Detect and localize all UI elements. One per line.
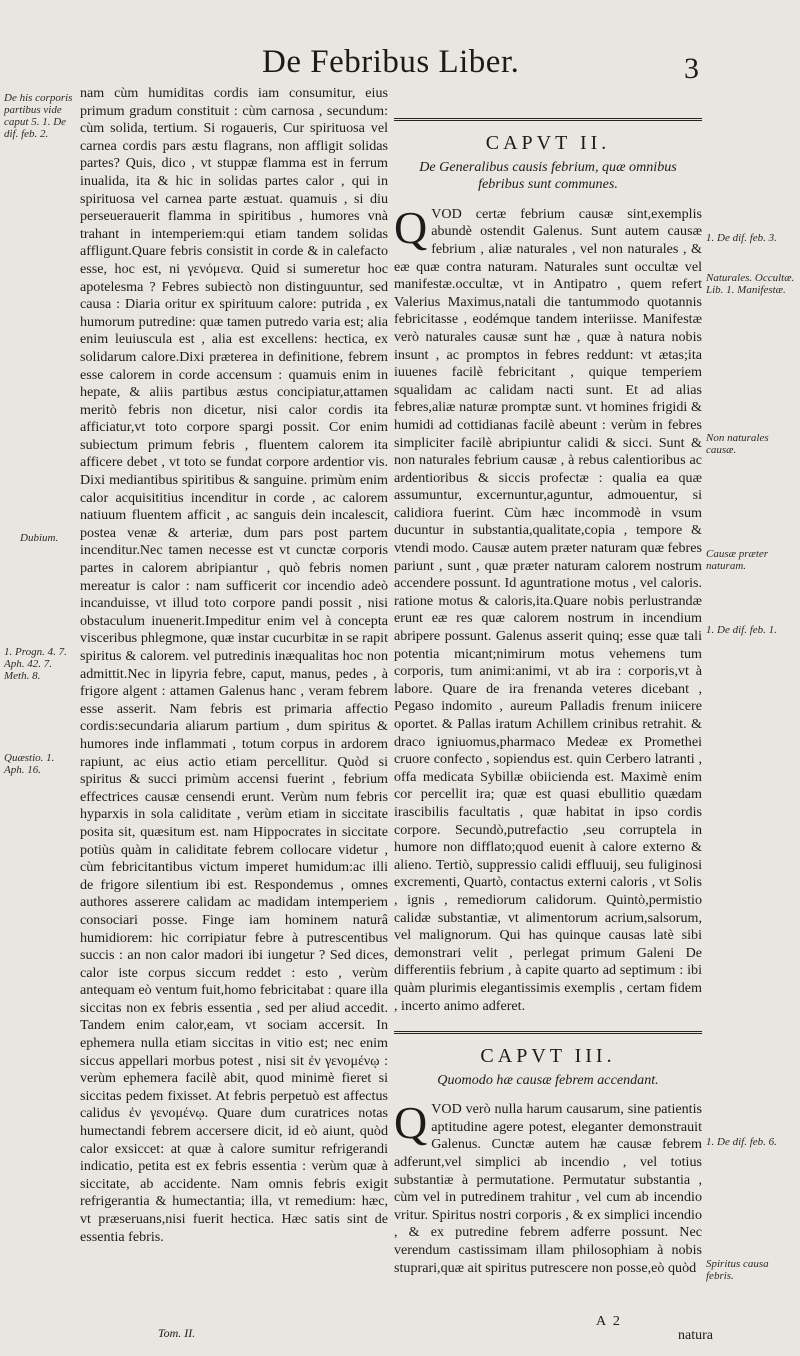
margin-note: Dubium.: [20, 532, 59, 544]
left-column: [80, 85, 388, 1246]
chapter-2-text: [394, 201, 702, 1015]
right-column: [394, 112, 702, 1277]
margin-note: 1. De dif. feb. 3.: [706, 232, 777, 244]
margin-note: Naturales. Occultæ. Lib. 1. Manifestæ.: [706, 272, 795, 296]
chapter-3-heading: CAPVT III.: [480, 1045, 616, 1068]
chapter-2-subtitle: De Generalibus causis febrium, quæ omnibus febribus sunt communes.: [419, 158, 677, 193]
left-column-text: nam cùm humiditas cordis iam consumitur, eius primum gradum constituit : cùm carnosa , secundum: cùm solida, tertium. Si rogaueris, Cur spirituosa vel carnea cordis pars æstu flagrans, non affligit solidas partes? Quis, dico , vt stuppæ flamma est in ferrum inualida, ita & hic in solidas partes calor , qui in spirituosa vel carnea parte æstuat. quamuis , si diu perseuerauerit flamma in spiritibus , humores vnà trahant in intemperiem:qui etiam tandem solidas affligunt.Quare febris consistit in corde & in calefacto esse, hoc est, ni γενόμενα. Quid si sumeretur hoc apotelesma ? Febres subiectò non distinguuntur, sed causa : Diaria oritur ex spirituum calore: putrida , ex humorum putredine: quæ tamen putredo varia est; alia enim leuiuscula est , alia est excellens: hectica, ex solidarum calore.Dixi præterea in definitione, febrem esse calorem in corde accensum : quamuis enim in hepate, & aliis partibus æstus concipiatur,attamen meritò febris non dicetur, nisi calor cordis ita afficiatur,vt toto corpore spargi possit. Cor enim subiectum primum febris , fluentem calorem ita afficere debet , vt toto se fundat corpore ardentior vis. Dixi mediantibus spiritibus & sanguine. primùm enim calor acquisititius incenditur in corde , ac calorem natiuum fluentem afficit , ac sanguis dein incalescit, postea venæ & arteriæ, dum pars post partem incenditur.Nec tamen necesse est vt cunctæ corporis partes in calorem abripiantur , quò febris nomen mereatur is calor : nam sufficerit cor incendio adeò incanduisse, vt illud toto corpore pandi possit , nisi obstaculum inuenerit.Impeditur enim vel à concepta visceribus phlegmone, quæ instar cucurbitæ in se rapit spiritus & calorem. vel putredinis inæqualitas hoc non admittit.Nec in lipyria febre, caput, manus, pedes , à frigore algent : attamen Galenus hanc , veram febrem esse asserit. Nam febris est primaria affectio cordis:secundaria aliarum partium , dum spiritus & humores inde inflammati , totum corpus in ardorem rapiunt, ac eius actio etiam percellitur. Quòd si spiritus & succi primùm accensi fuerint , febrium effectrices causæ censendi erunt. Verùm num febris hyparxis in sola caliditate , verùm etiam in siccitate posita sit, quæsitum est. nam Hippocrates in siccitate potiùs quàm in caliditate febrem collocare videtur , cùm febricitantibus victum imperet humidum:ac illi de frigore silentium ibi est. Respondemus , omnes authores asserere calidam ac madidam intemperiem consociari posse. Finge iam hominem naturâ humidiorem: hic corripiatur febre à putrescentibus succis : an non calor madori ibi iungetur ? Sed dices, calor iste corpus siccum reddet : esto , verùm antequam eò ventum fuit,homo febricitabat : quare illa siccitas non ex febris essentia , sed per aliud accedit. Tandem enim calor,eam, vt sociam accersit. In ephemera nulla etiam siccitas in vitio est; nec enim siccus appellari morbus potest , nisi sit ἐν γενομένῳ : verùm ephemera facilè abit, quod minimè fieret si siccitas pedem fixisset. At febris perpetuò est affectus calidus ἐν γενομένῳ. Quare dum curatrices notas humectandi febrem accersere dicit, id eò aiunt, quòd calor exsiccet: at quæ à calore sumitur refrigerandi indicatio, petita est ex febris essentia : verùm quæ à siccitate, ab accidente. Nam omnis febris exigit refrigerantia & humectantia; illa, vt remedium: hæc, vt præseruans,nisi fuerit hectica. Hæc satis sint de essentia febris.: [80, 85, 388, 1245]
chapter-3-text: [394, 1097, 702, 1277]
tome-label: Tom. II.: [158, 1326, 196, 1340]
chapter-2-rule: [394, 118, 702, 121]
chapter-2-body: VOD certæ febrium causæ sint,exemplis abundè ostendit Galenus. Sunt autem causæ febrium , aliæ naturales , vel non naturales , & eæ quæ contra naturam. Naturales sunt occultæ vel manifestæ.occultæ, vt in Antipatro , quem refert Valerius Maximus,natali die tantummodo quotannis febricitasse , eodémque tandem interiisse. Manifestæ verò naturales causæ sunt hæ , quæ à natura nobis insunt , ac promptos in febres reddunt: vt ætas;ita iuuenes facilè febricitant , quique temperiem squalidam ac calidam nacti sunt. Et ad alias febres,aliæ naturæ promptæ sunt. vt homines frigidi & humidi ad cottidianas facilè abeunt : verùm in febres simpliciter facilè abripiuntur calidi & sicci. Sunt & non naturales febrium causæ , à rebus calentioribus ac ardentioribus & siccis profectæ : qualia ea quæ assumuntur, excernuntur,aguntur, admouentur, si calidiora fuerint. Cùm hæc incommodè in vsum ducuntur in substantia,qualitate,copia , tempore & vtendi modo. Causæ autem præter naturam quæ febres pariunt , sunt , quæ præter naturam calorem nostrum accendere possunt. Id aguntratione motus , vel caloris. ratione motus & caloris,ita.Quare nobis perlustrandæ erunt eæ res quæ calorem nostrum in incendium abripere possunt. Galenus asserit quinq; esse quæ tali potentia micant;nimirum motus vehemens tum corporis, tum animi:animi, vt ab ira : corporis,vt à labore. Quare de ira frenanda veteres dicebant , Pegaso indomito , aureum Palladis frenum iniicere oportet. & Pallas iratum Achillem crinibus retrahit. & draco igniuomus,pharmaco Medeæ ex Promethei cruore confecto , sopiendus est. quin Cerbero latranti , offa medicata Sybillæ obiicienda est. Maximè enim cor percellit ira; quæ est quasi ebullitio quædam irascibilis facultatis , quæ habitat in ipso cordis corpore. Secundò,putrefactio ,seu corruptela in humore non difflato;quod euenit à calore externo & alieno. Tertiò, suppressio calidi effluuij, seu fuliginosi excrementi, Quartò, contactus externi caloris , vt Solis , ignis , remediorum calidorum. Quintò,permistio calidæ substantiæ, vt alimentorum acrium,salsorum, vel malignorum. Qui has quinque causas latè sibi demonstrari velit , perlegat primum Galeni De differentiis febrium , à capite quarto ad septimum : ibi quàm plurimis elegantissimis exemplis , certam fidem , incerto animo adferet.: [394, 205, 702, 1014]
chapter-3-body: VOD verò nulla harum causarum, sine patientis aptitudine agere potest, eleganter demonstrauit Galenus. Cunctæ autem hæ causæ febrem adferunt,vel simplici ab incendio , vel totius substantiæ à permutatione. Permutatur substantia , cùm vel in putredinem trahitur , vel cum ab incendio vritur. Spiritus nostri corporis , & ex simplici incendio , & ex putredine febrem adferre possunt. Nec verendum castissimam illam philosophiam à nobis stuprari,quæ ait spiritus putrescere non posse,eò quòd: [394, 1101, 702, 1276]
chapter-3-dropcap: Q: [394, 1097, 428, 1149]
margin-note: Non naturales causæ.: [706, 432, 769, 456]
margin-note: 1. Progn. 4. 7. Aph. 42. 7. Meth. 8.: [4, 646, 67, 682]
signature-mark: A 2: [596, 1314, 622, 1329]
chapter-3-rule: [394, 1031, 702, 1034]
chapter-3-subtitle: Quomodo hæ causæ febrem accendant.: [437, 1071, 659, 1088]
page-number: 3: [684, 52, 699, 85]
running-title: De Febribus Liber.: [262, 44, 520, 80]
chapter-2-dropcap: Q: [394, 201, 428, 253]
margin-note: 1. De dif. feb. 1.: [706, 624, 777, 636]
margin-note: 1. De dif. feb. 6.: [706, 1136, 777, 1148]
margin-note: De his corporis partibus vide caput 5. 1. De dif. feb. 2.: [4, 92, 73, 140]
margin-note: Spiritus causa febris.: [706, 1258, 769, 1282]
margin-note: Causæ præter naturam.: [706, 548, 769, 572]
catchword: natura: [678, 1328, 713, 1343]
chapter-2-heading: CAPVT II.: [485, 132, 611, 154]
margin-note: Quæstio. 1. Aph. 16.: [4, 752, 55, 776]
